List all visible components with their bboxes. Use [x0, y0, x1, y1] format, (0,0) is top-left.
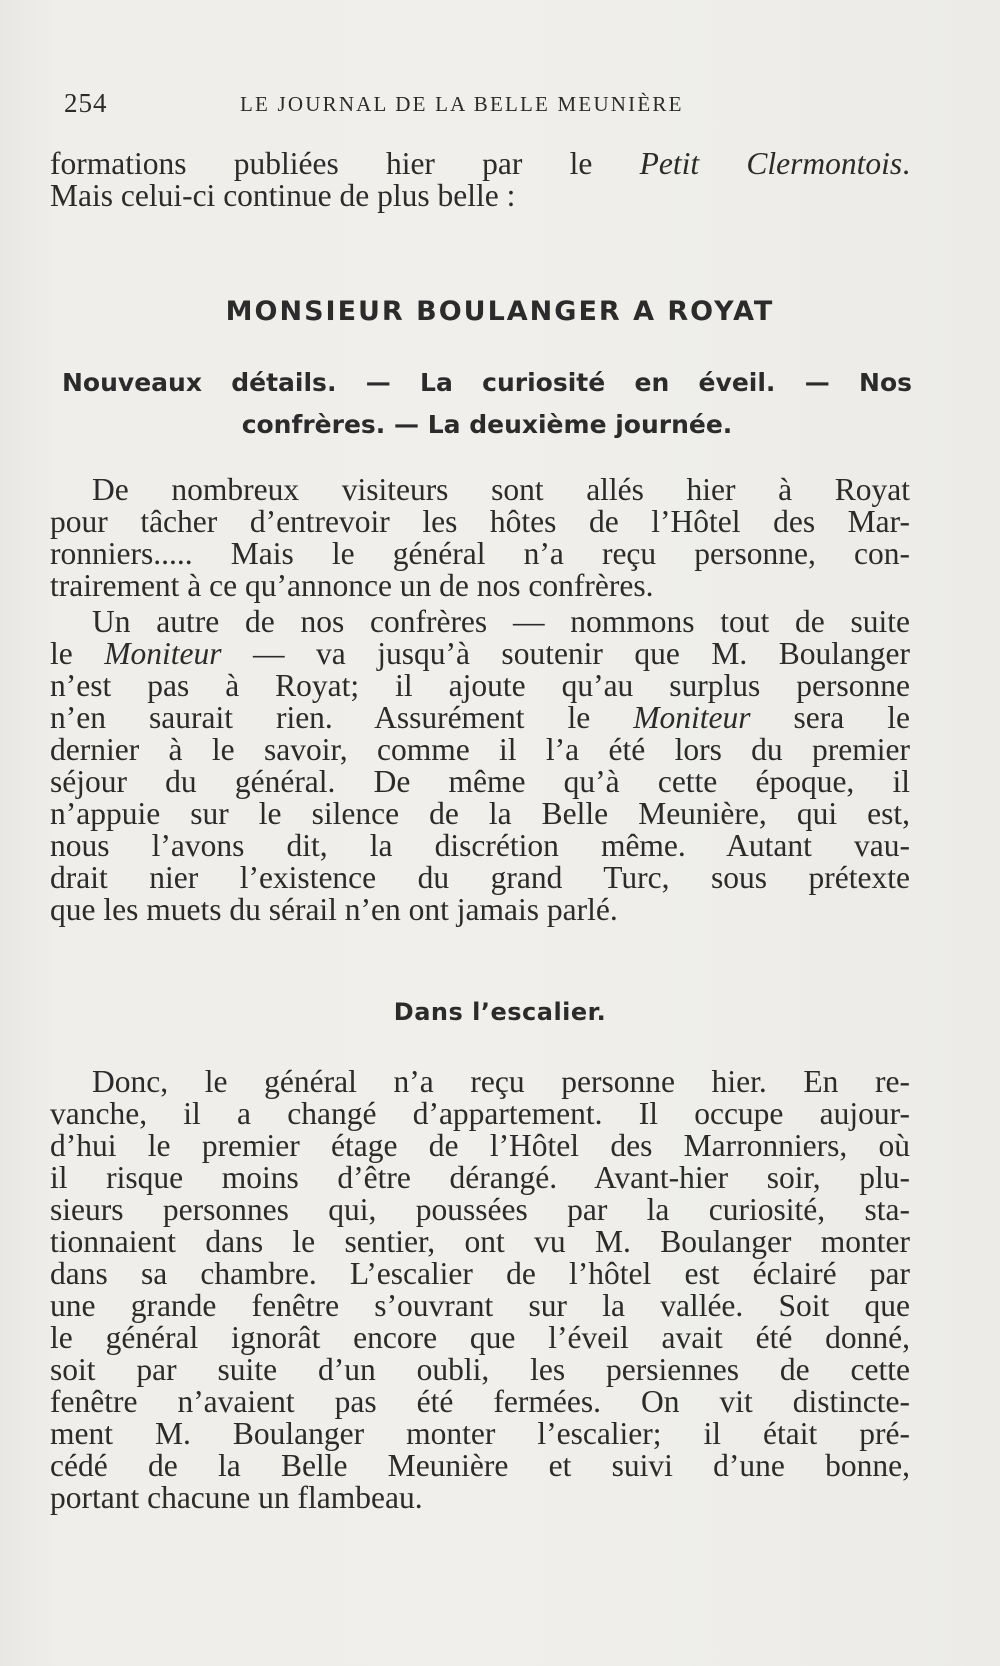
paragraph-line: tionnaient dans le sentier, ont vu M. Boulanger monter	[50, 1224, 910, 1259]
paragraph-line: séjour du général. De même qu’à cette époque, il	[50, 764, 910, 799]
paragraph-line: nous l’avons dit, la discrétion même. Autant vau-	[50, 828, 910, 863]
paragraph-line: n’en saurait rien. Assurément le Moniteur sera le	[50, 700, 910, 735]
paragraph-line: une grande fenêtre s’ouvrant sur la vallée. Soit que	[50, 1288, 910, 1323]
subhead-line-1: Nouveaux détails. — La curiosité en éveil. — Nos	[62, 368, 912, 397]
page-number: 254	[64, 88, 108, 118]
intro-line-2: Mais celui-ci continue de plus belle :	[50, 178, 516, 213]
newspaper-title: Moniteur	[633, 700, 751, 735]
paragraph-line: il risque moins d’être dérangé. Avant-hier soir, plu-	[50, 1160, 910, 1195]
paragraph-line: dans sa chambre. L’escalier de l’hôtel est éclairé par	[50, 1256, 910, 1291]
running-title: LE JOURNAL DE LA BELLE MEUNIÈRE	[240, 92, 684, 116]
paragraph-3	[50, 1066, 910, 1514]
article-headline: MONSIEUR BOULANGER A ROYAT	[225, 296, 775, 327]
running-head	[64, 88, 910, 124]
newspaper-title: Petit Clermontois	[639, 146, 903, 181]
paragraph-line: dernier à le savoir, comme il l’a été lors du premier	[50, 732, 910, 767]
paragraph-line: le général ignorât encore que l’éveil avait été donné,	[50, 1320, 910, 1355]
paragraph-line: soit par suite d’un oubli, les persiennes de cette	[50, 1352, 910, 1387]
paragraph-1	[50, 474, 910, 602]
paragraph-line: trairement à ce qu’annonce un de nos confrères.	[50, 568, 654, 603]
paragraph-line: ronniers..... Mais le général n’a reçu personne, con-	[50, 536, 910, 571]
intro-paragraph	[50, 148, 910, 212]
subhead-line-2: confrères. — La deuxième journée.	[241, 410, 733, 439]
paragraph-2	[50, 606, 910, 926]
paragraph-line: cédé de la Belle Meunière et suivi d’une bonne,	[50, 1448, 910, 1483]
section-title: Dans l’escalier.	[393, 998, 607, 1026]
paragraph-line: drait nier l’existence du grand Turc, sous prétexte	[50, 860, 910, 895]
article-subheads	[62, 362, 912, 446]
paragraph-line: ment M. Boulanger monter l’escalier; il était pré-	[50, 1416, 910, 1451]
paragraph-line: le Moniteur — va jusqu’à soutenir que M. Boulanger	[50, 636, 910, 671]
paragraph-line: d’hui le premier étage de l’Hôtel des Marronniers, où	[50, 1128, 910, 1163]
newspaper-title: Moniteur	[104, 636, 222, 671]
paragraph-line: De nombreux visiteurs sont allés hier à Royat	[92, 472, 910, 507]
intro-line-1: formations publiées hier par le Petit Clermontois.	[50, 146, 910, 181]
paragraph-line: pour tâcher d’entrevoir les hôtes de l’Hôtel des Mar-	[50, 504, 910, 539]
paragraph-line: que les muets du sérail n’en ont jamais parlé.	[50, 892, 618, 927]
paragraph-line: sieurs personnes qui, poussées par la curiosité, sta-	[50, 1192, 910, 1227]
paragraph-line: n’appuie sur le silence de la Belle Meunière, qui est,	[50, 796, 910, 831]
paragraph-line: Donc, le général n’a reçu personne hier. En re-	[92, 1064, 910, 1099]
paragraph-line: fenêtre n’avaient pas été fermées. On vit distincte-	[50, 1384, 910, 1419]
paragraph-line: n’est pas à Royat; il ajoute qu’au surplus personne	[50, 668, 910, 703]
paragraph-line: portant chacune un flambeau.	[50, 1480, 423, 1515]
paragraph-line: Un autre de nos confrères — nommons tout de suite	[92, 604, 910, 639]
paragraph-line: vanche, il a changé d’appartement. Il occupe aujour-	[50, 1096, 910, 1131]
